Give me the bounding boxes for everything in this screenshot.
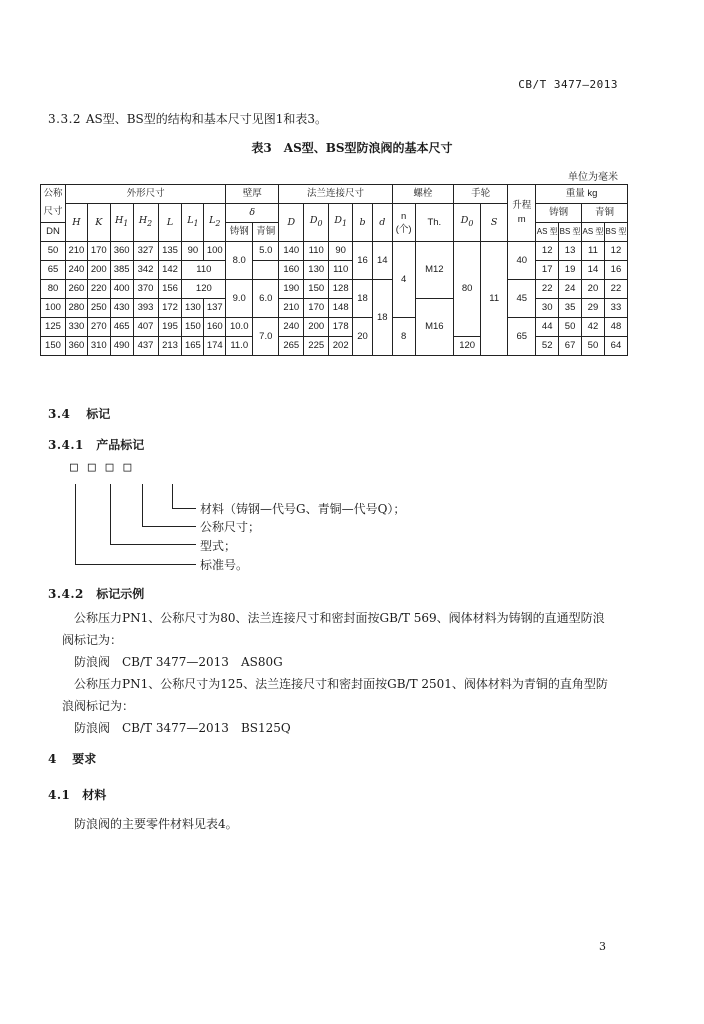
th-L: L bbox=[158, 204, 182, 242]
th-L1 bbox=[182, 204, 204, 242]
th-H2 bbox=[133, 204, 158, 242]
cell-dn: 100 bbox=[41, 299, 66, 318]
page-number: 3 bbox=[599, 940, 606, 953]
cell-w-cs-as: 12 bbox=[536, 242, 559, 261]
th-w-cs-as: AS 型 bbox=[536, 223, 559, 242]
th-L2-base: L bbox=[209, 215, 216, 227]
cell-l2: 160 bbox=[204, 318, 226, 337]
cell-w-br-as: 50 bbox=[582, 337, 605, 356]
th-lift-label: 升程 bbox=[512, 200, 532, 211]
th-th: Th. bbox=[415, 204, 454, 242]
th-H1-sub: 1 bbox=[123, 218, 129, 228]
th-lift bbox=[508, 185, 536, 242]
line-h-size bbox=[142, 526, 196, 527]
th-hw-D0 bbox=[454, 204, 481, 242]
cell-dn: 150 bbox=[41, 337, 66, 356]
example-1-cont: 阀标记为： bbox=[62, 633, 123, 647]
marking-label-type: 型式； bbox=[200, 539, 237, 553]
cell-d0: 200 bbox=[304, 318, 329, 337]
cell-thread: M12 bbox=[415, 242, 454, 299]
cell-l: 172 bbox=[158, 299, 182, 318]
cell-l: 156 bbox=[158, 280, 182, 299]
section-number: 4 bbox=[48, 752, 57, 766]
cell-b: 16 bbox=[353, 242, 373, 280]
example-2-cont: 浪阀标记为： bbox=[62, 699, 135, 713]
section-4-1 bbox=[48, 786, 106, 803]
table-row bbox=[41, 280, 628, 299]
cell-k: 220 bbox=[87, 280, 110, 299]
th-bronze: 青铜 bbox=[582, 204, 628, 223]
cell-l1: 150 bbox=[182, 318, 204, 337]
marking-label-material: 材料（铸钢—代号G、青铜—代号Q）； bbox=[200, 502, 406, 516]
cell-h2: 327 bbox=[133, 242, 158, 261]
th-hw-D0-base: D bbox=[460, 215, 469, 227]
cell-wall-cast: 9.0 bbox=[226, 280, 253, 318]
cell-lift: 45 bbox=[508, 280, 536, 318]
cell-l1: 165 bbox=[182, 337, 204, 356]
th-nominal bbox=[41, 185, 66, 223]
th-wall-cast: 铸钢 bbox=[226, 223, 253, 242]
cell-d1: 110 bbox=[329, 261, 353, 280]
cell-l1-l2: 110 bbox=[182, 261, 226, 280]
cell-dn: 80 bbox=[41, 280, 66, 299]
cell-w-br-bs: 33 bbox=[604, 299, 627, 318]
cell-w-br-as: 14 bbox=[582, 261, 605, 280]
section-text: 标记示例 bbox=[96, 587, 145, 601]
cell-dn: 125 bbox=[41, 318, 66, 337]
th-hw-D0-sub: 0 bbox=[468, 218, 474, 228]
th-n-unit: (个) bbox=[395, 223, 412, 235]
cell-d: 160 bbox=[279, 261, 304, 280]
cell-h2: 342 bbox=[133, 261, 158, 280]
cell-hw-d0: 80 bbox=[454, 242, 481, 337]
cell-h: 210 bbox=[65, 242, 87, 261]
table-row bbox=[41, 242, 628, 261]
cell-n: 4 bbox=[392, 242, 415, 318]
cell-dn: 65 bbox=[41, 261, 66, 280]
example-1-mark: 防浪阀 CB/T 3477—2013 AS80G bbox=[74, 655, 283, 669]
cell-h: 260 bbox=[65, 280, 87, 299]
th-D0-sub: 0 bbox=[317, 218, 323, 228]
section-3-4-1 bbox=[48, 436, 144, 453]
example-paragraph-1 bbox=[74, 607, 634, 629]
cell-l1: 90 bbox=[182, 242, 204, 261]
line-v-size bbox=[142, 484, 143, 526]
table-row bbox=[41, 261, 628, 280]
cell-w-cs-as: 30 bbox=[536, 299, 559, 318]
cell-k: 200 bbox=[87, 261, 110, 280]
cell-h2: 370 bbox=[133, 280, 158, 299]
th-w-cs-bs: BS 型 bbox=[559, 223, 582, 242]
section-text: 要求 bbox=[72, 752, 97, 766]
example-2-text: 公称压力PN1、公称尺寸为125、法兰连接尺寸和密封面按GB/T 2501、阀体材料为青铜的直角型防 bbox=[74, 677, 608, 691]
th-lift-m: m bbox=[517, 214, 526, 225]
cell-w-br-bs: 48 bbox=[604, 318, 627, 337]
cell-d0: 225 bbox=[304, 337, 329, 356]
cell-d0: 110 bbox=[304, 242, 329, 261]
th-wall: 壁厚 bbox=[226, 185, 279, 204]
th-cast-steel: 铸钢 bbox=[536, 204, 582, 223]
section-3-4 bbox=[48, 405, 110, 422]
line-h-type bbox=[110, 544, 196, 545]
th-n bbox=[392, 204, 415, 242]
cell-l2: 100 bbox=[204, 242, 226, 261]
cell-bolt-d: 18 bbox=[372, 280, 392, 356]
cell-s: 11 bbox=[481, 242, 508, 356]
cell-d: 265 bbox=[279, 337, 304, 356]
cell-w-cs-bs: 19 bbox=[559, 261, 582, 280]
th-n-label: n bbox=[401, 210, 407, 222]
cell-w-br-bs: 16 bbox=[604, 261, 627, 280]
th-handwheel: 手轮 bbox=[454, 185, 508, 204]
th-D: D bbox=[279, 204, 304, 242]
section-text: 标记 bbox=[86, 407, 111, 421]
cell-w-br-as: 20 bbox=[582, 280, 605, 299]
cell-d: 190 bbox=[279, 280, 304, 299]
th-w-br-as: AS 型 bbox=[582, 223, 605, 242]
section-text: 材料 bbox=[82, 788, 107, 802]
cell-lift: 65 bbox=[508, 318, 536, 356]
section-number: 3.4 bbox=[48, 407, 71, 421]
line-h-material bbox=[172, 508, 196, 509]
cell-w-br-bs: 22 bbox=[604, 280, 627, 299]
cell-b: 18 bbox=[353, 280, 373, 318]
cell-d1: 148 bbox=[329, 299, 353, 318]
cell-h1: 360 bbox=[110, 242, 133, 261]
cell-w-cs-bs: 67 bbox=[559, 337, 582, 356]
line-h-standard bbox=[75, 564, 196, 565]
example-1-text: 公称压力PN1、公称尺寸为80、法兰连接尺寸和密封面按GB/T 569、阀体材料为铸钢的直通型防浪 bbox=[74, 611, 605, 625]
example-2-mark: 防浪阀 CB/T 3477—2013 BS125Q bbox=[74, 721, 291, 735]
cell-k: 310 bbox=[87, 337, 110, 356]
th-H2-sub: 2 bbox=[147, 218, 153, 228]
cell-l1-l2: 120 bbox=[182, 280, 226, 299]
section-4 bbox=[48, 750, 96, 767]
cell-w-br-bs: 64 bbox=[604, 337, 627, 356]
cell-w-br-as: 29 bbox=[582, 299, 605, 318]
cell-hw-d0: 120 bbox=[454, 337, 481, 356]
cell-d0: 150 bbox=[304, 280, 329, 299]
cell-h2: 393 bbox=[133, 299, 158, 318]
cell-wall-bronze bbox=[253, 261, 279, 280]
cell-d1: 178 bbox=[329, 318, 353, 337]
th-L1-base: L bbox=[187, 215, 194, 227]
cell-wall-cast: 11.0 bbox=[226, 337, 253, 356]
standard-code-header: CB/T 3477—2013 bbox=[518, 78, 618, 91]
table-row bbox=[41, 299, 628, 318]
th-H1-base: H bbox=[114, 215, 124, 227]
th-H1 bbox=[110, 204, 133, 242]
line-v-type bbox=[110, 484, 111, 544]
cell-l: 195 bbox=[158, 318, 182, 337]
cell-w-cs-bs: 50 bbox=[559, 318, 582, 337]
cell-l: 142 bbox=[158, 261, 182, 280]
cell-lift: 40 bbox=[508, 242, 536, 280]
cell-w-br-bs: 12 bbox=[604, 242, 627, 261]
cell-d0: 170 bbox=[304, 299, 329, 318]
cell-h1: 465 bbox=[110, 318, 133, 337]
th-outline: 外形尺寸 bbox=[65, 185, 225, 204]
marking-label-size: 公称尺寸； bbox=[200, 520, 261, 534]
th-w-br-bs: BS 型 bbox=[604, 223, 627, 242]
th-b: b bbox=[353, 204, 373, 242]
cell-d: 140 bbox=[279, 242, 304, 261]
cell-w-br-as: 11 bbox=[582, 242, 605, 261]
section-number: 4.1 bbox=[48, 788, 71, 802]
cell-wall-bronze: 7.0 bbox=[253, 318, 279, 356]
cell-l1: 130 bbox=[182, 299, 204, 318]
th-D0 bbox=[304, 204, 329, 242]
cell-w-cs-bs: 35 bbox=[559, 299, 582, 318]
cell-l2: 174 bbox=[204, 337, 226, 356]
cell-n: 8 bbox=[392, 318, 415, 356]
cell-w-br-as: 42 bbox=[582, 318, 605, 337]
th-d: d bbox=[372, 204, 392, 242]
th-K: K bbox=[87, 204, 110, 242]
section-text: 产品标记 bbox=[96, 438, 145, 452]
section-3-3-2 bbox=[48, 110, 327, 127]
cell-dn: 50 bbox=[41, 242, 66, 261]
cell-h2: 437 bbox=[133, 337, 158, 356]
cell-w-cs-bs: 24 bbox=[559, 280, 582, 299]
cell-w-cs-as: 44 bbox=[536, 318, 559, 337]
th-H: H bbox=[65, 204, 87, 242]
th-L1-sub: 1 bbox=[193, 218, 199, 228]
cell-k: 250 bbox=[87, 299, 110, 318]
line-v-material bbox=[172, 484, 173, 508]
cell-l: 213 bbox=[158, 337, 182, 356]
th-L2-sub: 2 bbox=[215, 218, 221, 228]
th-flange: 法兰连接尺寸 bbox=[279, 185, 392, 204]
marking-boxes: □□□□ bbox=[70, 460, 142, 475]
cell-h1: 385 bbox=[110, 261, 133, 280]
cell-thread: M16 bbox=[415, 299, 454, 356]
cell-bolt-d: 14 bbox=[372, 242, 392, 280]
line-v-standard bbox=[75, 484, 76, 564]
cell-d: 240 bbox=[279, 318, 304, 337]
section-4-1-body: 防浪阀的主要零件材料见表4。 bbox=[74, 817, 238, 831]
section-3-4-2 bbox=[48, 585, 144, 602]
th-D0-base: D bbox=[309, 215, 318, 227]
cell-b: 20 bbox=[353, 318, 373, 356]
th-L2 bbox=[204, 204, 226, 242]
cell-w-cs-as: 52 bbox=[536, 337, 559, 356]
cell-wall-bronze: 6.0 bbox=[253, 280, 279, 318]
th-D1-base: D bbox=[334, 215, 342, 227]
cell-w-cs-as: 17 bbox=[536, 261, 559, 280]
cell-h1: 430 bbox=[110, 299, 133, 318]
cell-h: 360 bbox=[65, 337, 87, 356]
th-S: S bbox=[481, 204, 508, 242]
cell-l: 135 bbox=[158, 242, 182, 261]
cell-h: 240 bbox=[65, 261, 87, 280]
cell-h1: 490 bbox=[110, 337, 133, 356]
cell-d1: 202 bbox=[329, 337, 353, 356]
dimensions-table bbox=[40, 184, 628, 356]
th-delta: δ bbox=[226, 204, 279, 223]
th-weight: 重量 kg bbox=[536, 185, 628, 204]
cell-h: 280 bbox=[65, 299, 87, 318]
th-D1 bbox=[329, 204, 353, 242]
cell-wall-cast: 8.0 bbox=[226, 242, 253, 280]
table-unit: 单位为毫米 bbox=[568, 172, 618, 183]
table-row bbox=[41, 337, 628, 356]
section-number: 3.4.2 bbox=[48, 587, 84, 601]
marking-label-standard: 标准号。 bbox=[200, 558, 249, 572]
th-nominal-text: 公称尺寸 bbox=[43, 188, 63, 217]
cell-k: 170 bbox=[87, 242, 110, 261]
cell-d1: 90 bbox=[329, 242, 353, 261]
cell-d: 210 bbox=[279, 299, 304, 318]
cell-h1: 400 bbox=[110, 280, 133, 299]
th-bolt: 螺栓 bbox=[392, 185, 453, 204]
cell-h: 330 bbox=[65, 318, 87, 337]
section-number: 3.4.1 bbox=[48, 438, 84, 452]
section-number: 3.3.2 bbox=[48, 112, 82, 126]
th-dn: DN bbox=[41, 223, 66, 242]
cell-d0: 130 bbox=[304, 261, 329, 280]
cell-wall-cast: 10.0 bbox=[226, 318, 253, 337]
cell-k: 270 bbox=[87, 318, 110, 337]
cell-d1: 128 bbox=[329, 280, 353, 299]
table-caption: 表3 AS型、BS型防浪阀的基本尺寸 bbox=[251, 141, 453, 155]
th-wall-bronze: 青铜 bbox=[253, 223, 279, 242]
th-H2-base: H bbox=[138, 215, 148, 227]
cell-h2: 407 bbox=[133, 318, 158, 337]
section-text: AS型、BS型的结构和基本尺寸见图1和表3。 bbox=[85, 112, 328, 126]
cell-w-cs-as: 22 bbox=[536, 280, 559, 299]
cell-w-cs-bs: 13 bbox=[559, 242, 582, 261]
cell-l2: 137 bbox=[204, 299, 226, 318]
table-row bbox=[41, 318, 628, 337]
th-D1-sub: 1 bbox=[341, 218, 347, 228]
cell-wall-bronze: 5.0 bbox=[253, 242, 279, 261]
